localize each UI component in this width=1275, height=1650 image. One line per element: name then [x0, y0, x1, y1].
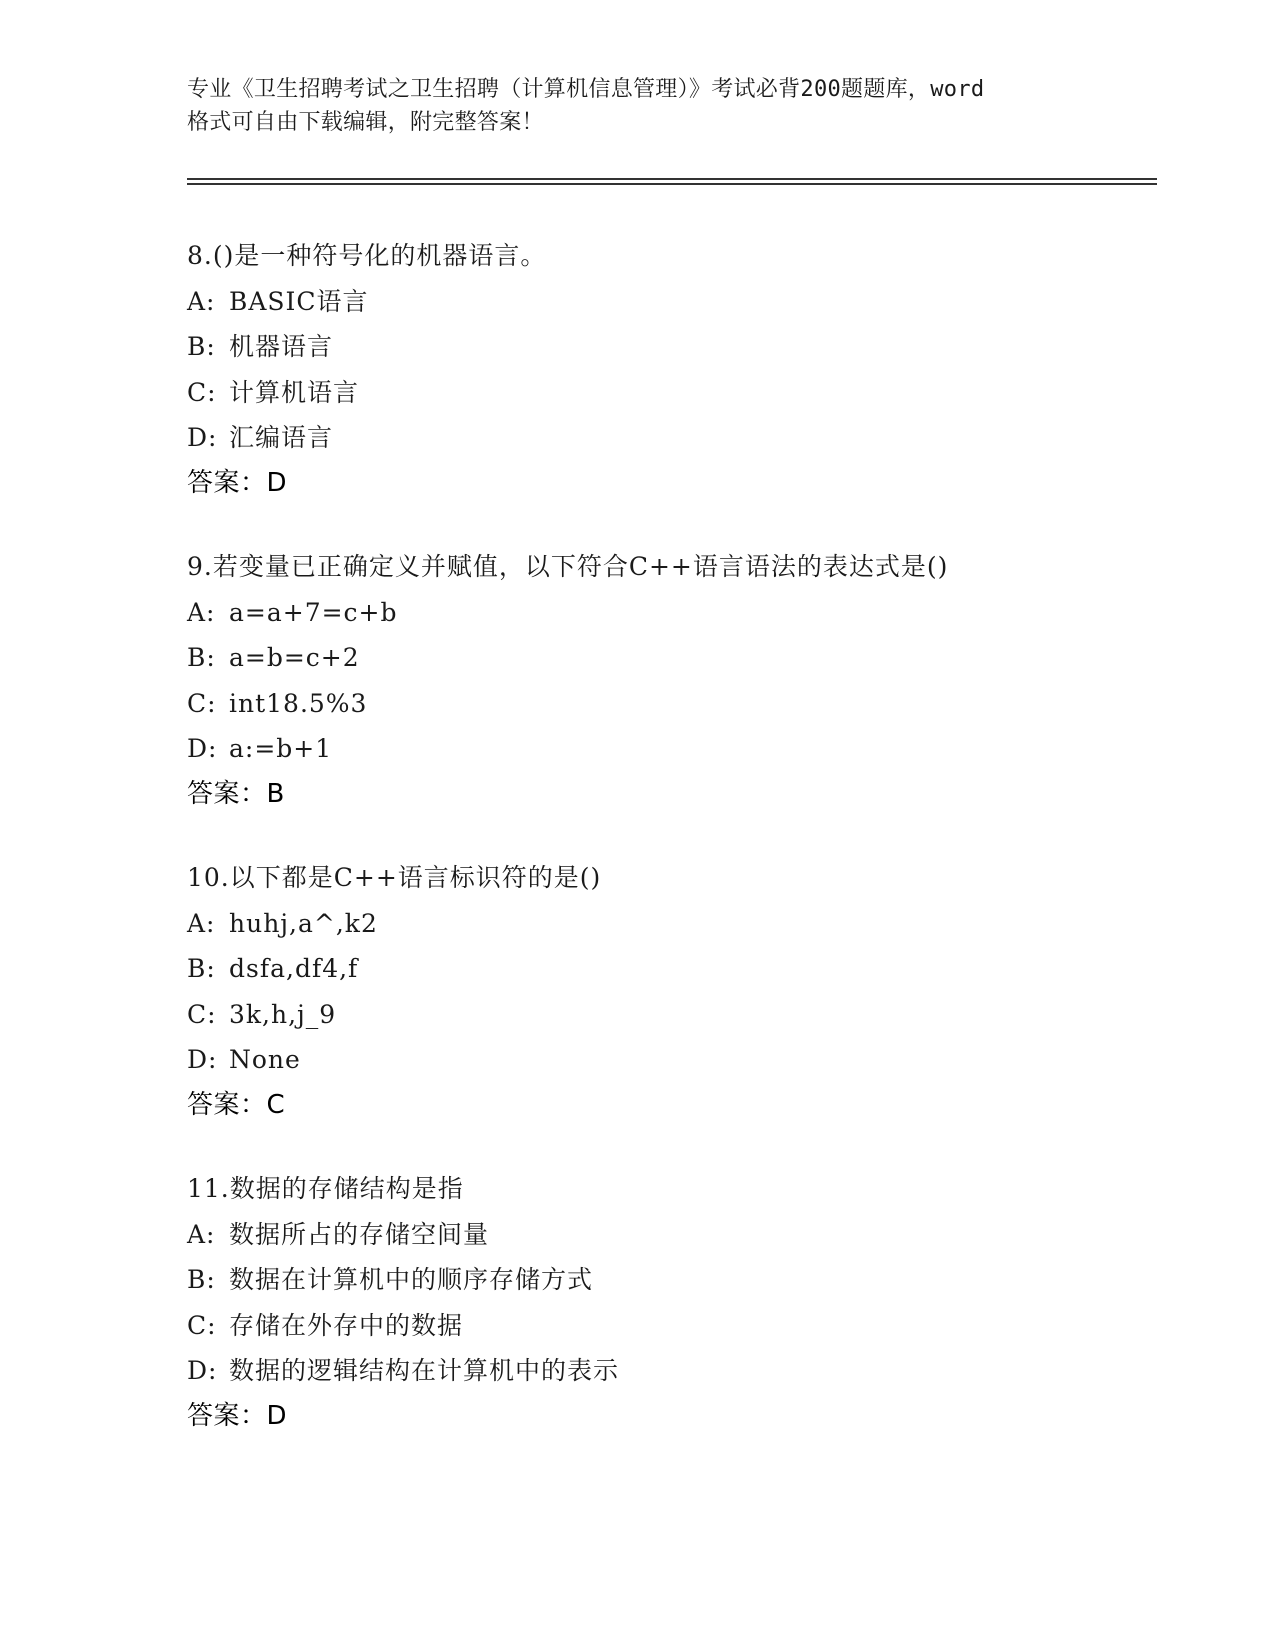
option-key: D: [187, 423, 218, 452]
answer-line: 答案：D [187, 1400, 288, 1431]
question-11 [187, 1166, 1147, 1439]
option-key: D: [187, 1356, 218, 1385]
option-text: 机器语言 [229, 332, 334, 361]
header-line-1: 专业《卫生招聘考试之卫生招聘（计算机信息管理）》考试必背200题题库，word [187, 77, 985, 102]
option-b [187, 946, 1147, 992]
header-line-2: 格式可自由下载编辑，附完整答案！ [187, 110, 544, 135]
option-c [187, 370, 1147, 416]
option-text: 汇编语言 [229, 423, 334, 452]
option-key: D: [187, 1045, 218, 1074]
option-key: C: [187, 688, 217, 718]
answer-line: 答案：C [187, 1089, 286, 1120]
option-key: D: [187, 734, 218, 763]
question-8 [187, 233, 1147, 506]
question-list [187, 233, 1147, 1477]
option-key: C: [187, 1310, 217, 1340]
option-text: 计算机语言 [229, 377, 360, 407]
option-key: B: [187, 643, 216, 672]
option-text: a=b=c+2 [229, 643, 360, 672]
option-b [187, 635, 1147, 681]
option-c [187, 681, 1147, 727]
option-a [187, 590, 1147, 636]
document-header [187, 73, 1087, 139]
question-stem: 11.数据的存储结构是指 [187, 1174, 464, 1203]
option-text: 存储在外存中的数据 [229, 1310, 464, 1340]
question-9 [187, 544, 1147, 817]
option-key: B: [187, 1265, 216, 1294]
option-c [187, 992, 1147, 1038]
option-c [187, 1303, 1147, 1349]
option-key: A: [187, 908, 216, 938]
option-text: a:=b+1 [229, 734, 333, 763]
option-key: C: [187, 377, 217, 407]
option-text: 数据在计算机中的顺序存储方式 [229, 1265, 594, 1294]
option-b [187, 324, 1147, 370]
option-text: huhj,a^,k2 [229, 908, 378, 938]
option-a [187, 1212, 1147, 1258]
option-key: C: [187, 999, 217, 1029]
option-text: a=a+7=c+b [229, 597, 398, 627]
option-text: BASIC语言 [229, 286, 369, 316]
option-key: A: [187, 286, 216, 316]
option-text: None [229, 1045, 301, 1074]
option-text: dsfa,df4,f [229, 954, 359, 983]
question-stem: 8.()是一种符号化的机器语言。 [187, 241, 547, 270]
option-text: 数据的逻辑结构在计算机中的表示 [229, 1356, 620, 1385]
option-d [187, 1348, 1147, 1394]
question-stem: 10.以下都是C++语言标识符的是() [187, 863, 602, 892]
option-d [187, 415, 1147, 461]
option-text: int18.5%3 [229, 688, 368, 718]
option-key: A: [187, 597, 216, 627]
answer-line: 答案：D [187, 467, 288, 498]
option-key: B: [187, 332, 216, 361]
option-key: B: [187, 954, 216, 983]
option-text: 3k,h,j_9 [229, 999, 337, 1029]
question-10 [187, 855, 1147, 1128]
option-d [187, 726, 1147, 772]
option-a [187, 279, 1147, 325]
option-text: 数据所占的存储空间量 [229, 1219, 490, 1249]
option-a [187, 901, 1147, 947]
header-divider-bottom [187, 183, 1157, 185]
option-d [187, 1037, 1147, 1083]
option-b [187, 1257, 1147, 1303]
header-divider-top [187, 178, 1157, 180]
answer-line: 答案：B [187, 778, 285, 809]
question-stem: 9.若变量已正确定义并赋值，以下符合C++语言语法的表达式是() [187, 552, 949, 581]
option-key: A: [187, 1219, 216, 1249]
